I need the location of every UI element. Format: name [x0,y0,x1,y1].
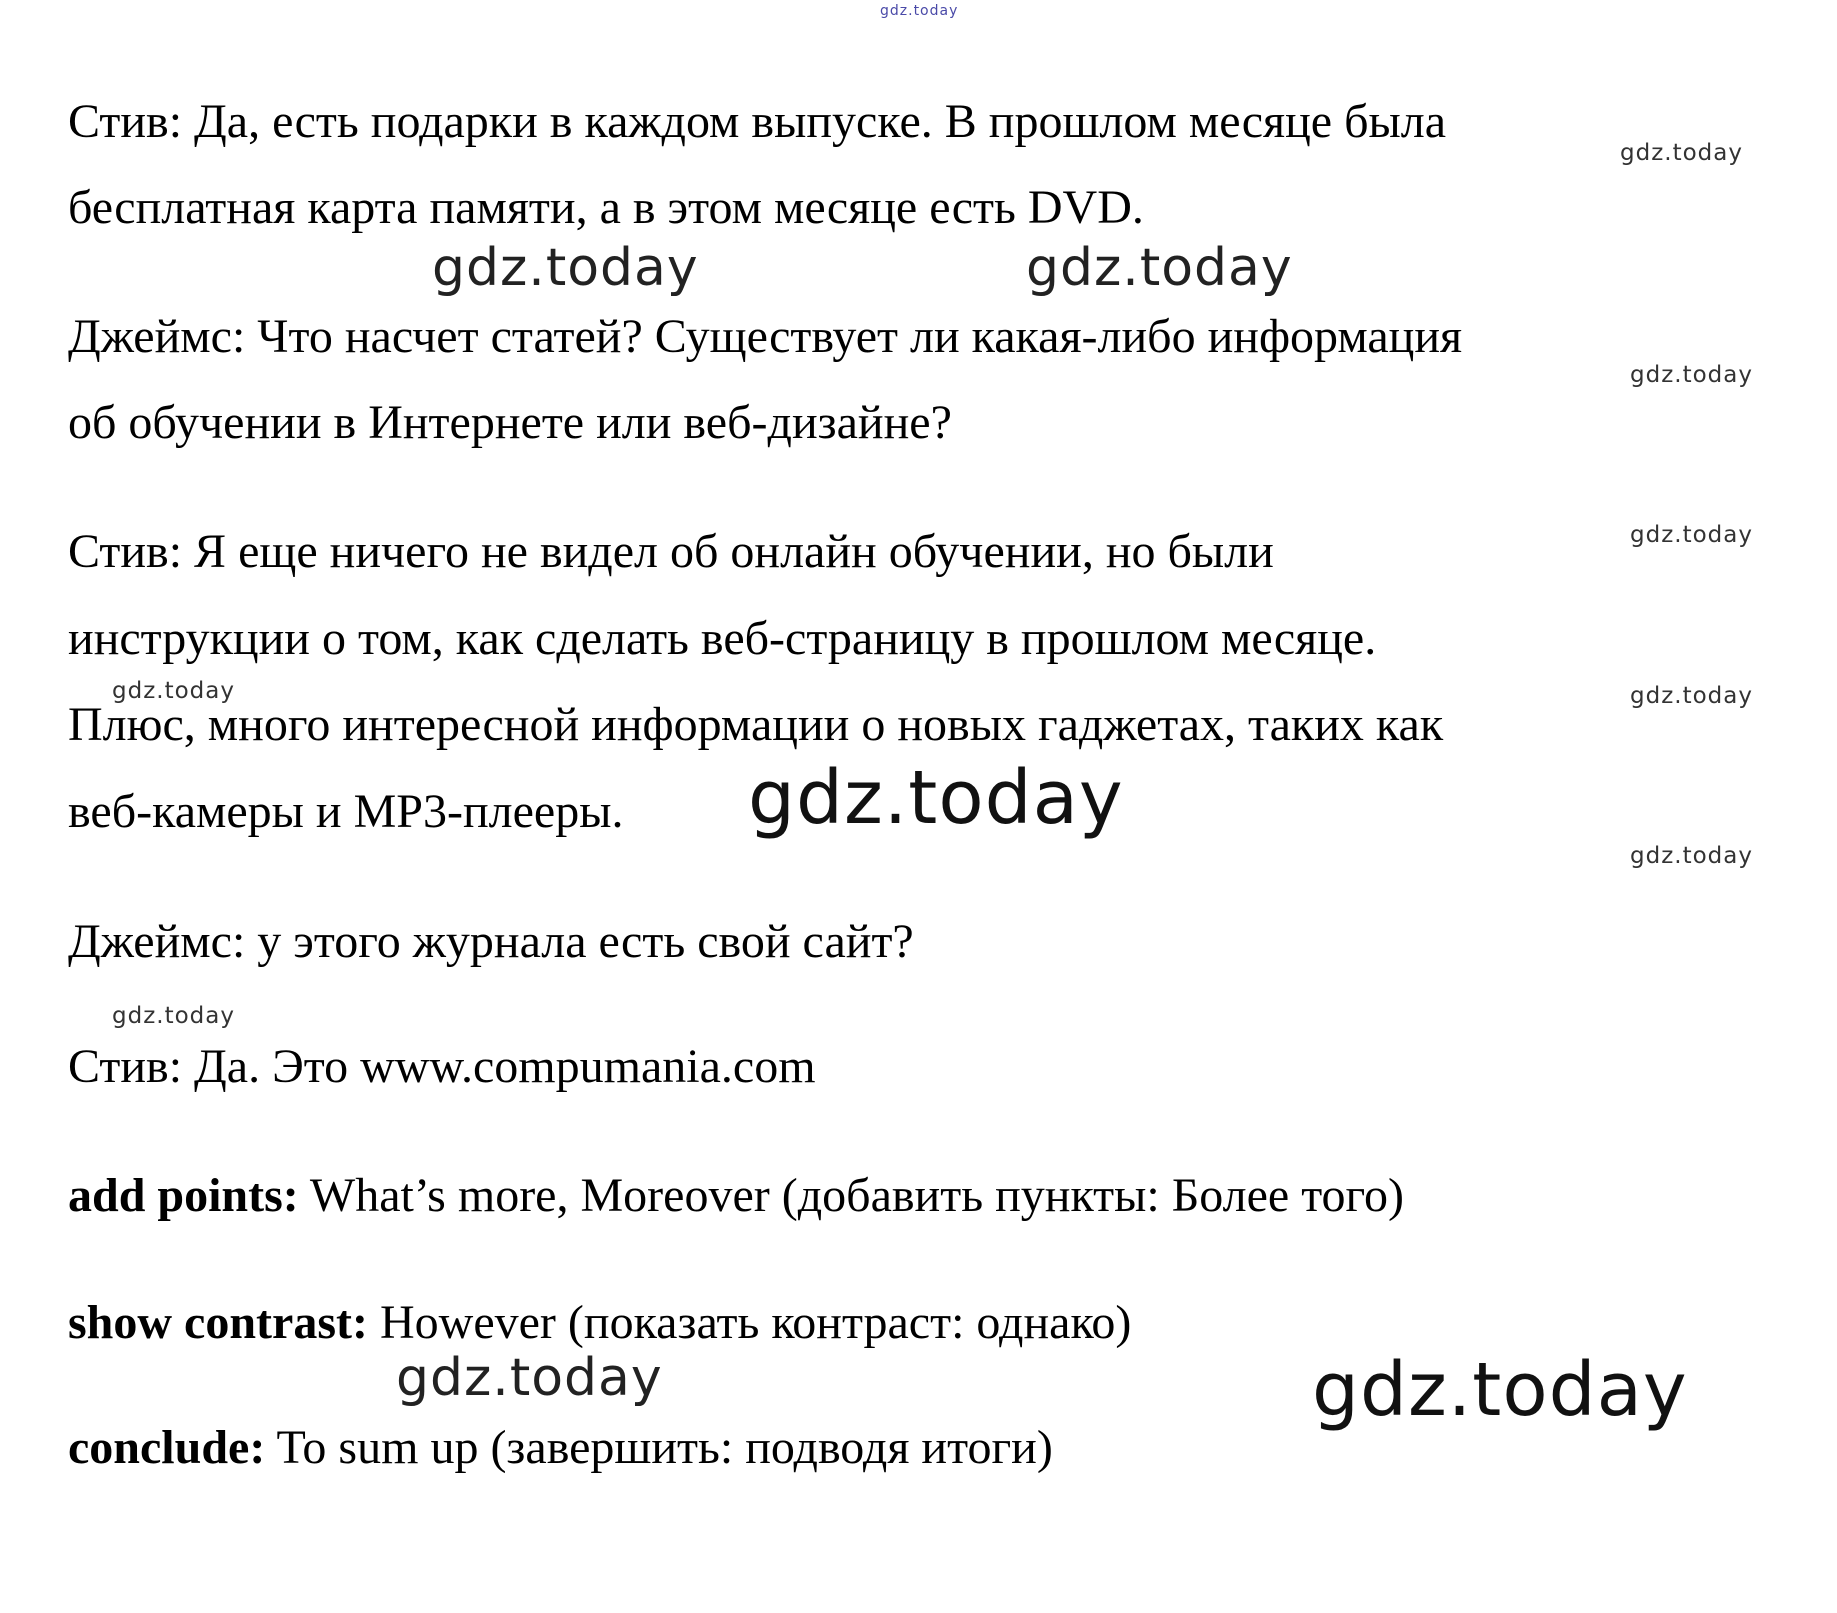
watermark: gdz.today [1630,843,1753,869]
watermark: gdz.today [1630,522,1753,548]
dialogue-line-4: об обучении в Интернете или веб-дизайне? [68,396,952,449]
watermark: gdz.today [432,238,699,298]
watermark: gdz.today [1630,683,1753,709]
phrase-term: add points: [68,1169,299,1222]
phrase-term: show contrast: [68,1296,368,1349]
dialogue-line-3: Джеймс: Что насчет статей? Существует ли какая-либо информация [68,310,1463,363]
phrase-show-contrast [68,1295,1131,1351]
watermark: gdz.today [1026,238,1293,298]
watermark: gdz.today [112,1003,235,1029]
watermark: gdz.today [1312,1347,1688,1433]
dialogue-line-2: бесплатная карта памяти, а в этом месяце есть DVD. [68,181,1144,234]
watermark: gdz.today [396,1348,663,1408]
dialogue-line-6: инструкции о том, как сделать веб-страницу в прошлом месяце. [68,612,1377,665]
watermark: gdz.today [1620,140,1743,166]
phrase-text: However (показать контраст: однако) [367,1296,1132,1349]
phrase-text: What’s more, Moreover (добавить пункты: Более того) [298,1169,1405,1222]
dialogue-line-1: Стив: Да, есть подарки в каждом выпуске. В прошлом месяце была [68,95,1447,148]
dialogue-line-10: Стив: Да. Это www.compumania.com [68,1040,816,1093]
dialogue-line-8: веб-камеры и MP3-плееры. [68,785,624,838]
phrase-add-points [68,1168,1404,1224]
dialogue-line-7: Плюс, много интересной информации о новых гаджетах, таких как [68,698,1444,751]
watermark: gdz.today [112,678,235,704]
dialogue-line-5: Стив: Я еще ничего не видел об онлайн обучении, но были [68,525,1274,578]
watermark: gdz.today [748,755,1124,841]
phrase-text: To sum up (завершить: подводя итоги) [265,1421,1053,1474]
watermark: gdz.today [880,3,959,19]
watermark: gdz.today [1630,362,1753,388]
phrase-conclude [68,1420,1053,1476]
phrase-term: conclude: [68,1421,266,1474]
dialogue-line-9: Джеймс: у этого журнала есть свой сайт? [68,915,914,968]
